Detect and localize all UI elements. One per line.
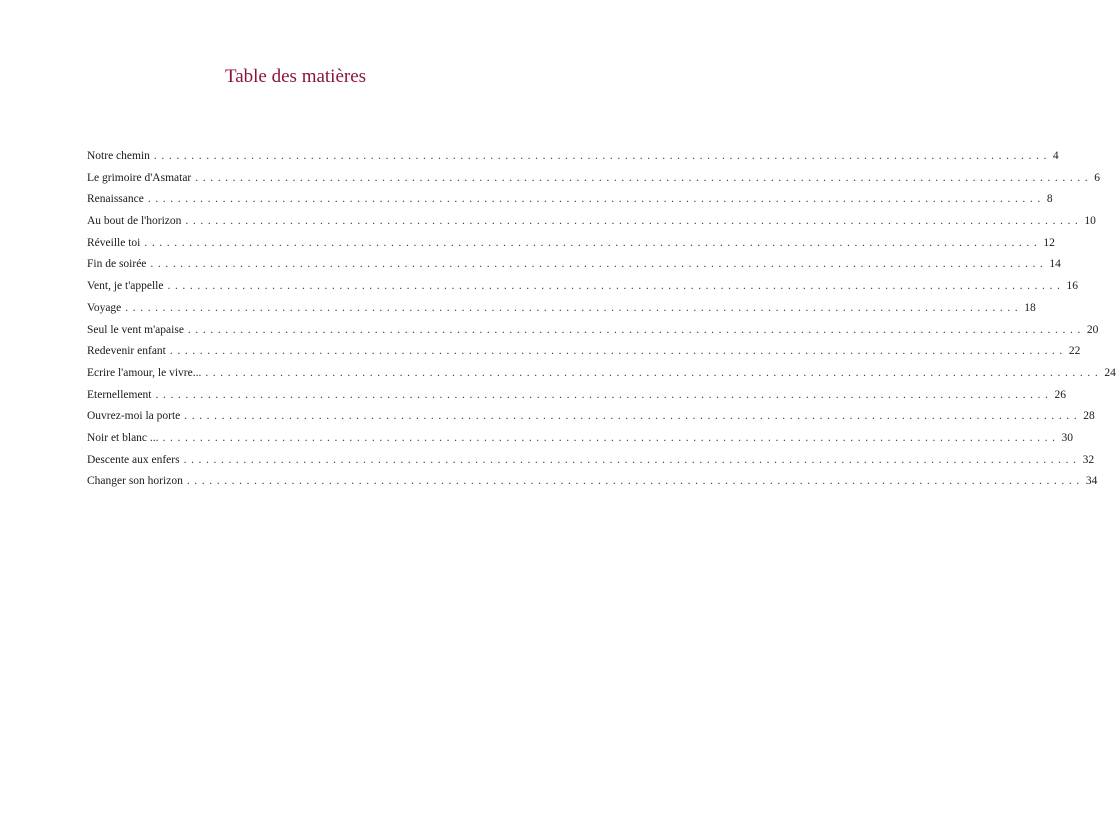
toc-entry[interactable] xyxy=(87,254,1061,276)
toc-entry-title: Fin de soirée xyxy=(87,258,147,271)
toc-page-number: 4 xyxy=(1052,150,1059,162)
toc-page-number: 30 xyxy=(1061,431,1074,444)
toc-entry[interactable] xyxy=(87,406,1095,428)
toc-entry[interactable] xyxy=(87,189,1053,211)
toc-page-number: 34 xyxy=(1085,475,1098,488)
toc-page-number: 28 xyxy=(1083,410,1095,423)
toc-entry-title: Ecrire l'amour, le vivre... xyxy=(87,366,202,379)
toc-entry[interactable] xyxy=(87,428,1074,450)
dot-leader: ........................................................................................................................ xyxy=(150,258,1048,271)
dot-leader: ........................................................................................................................ xyxy=(147,193,1045,206)
toc-entry-title: Voyage xyxy=(87,301,122,314)
dot-leader: ........................................................................................................................ xyxy=(153,150,1051,162)
toc-page-number: 18 xyxy=(1024,301,1036,314)
toc-entry[interactable] xyxy=(87,146,1059,168)
dot-leader: ........................................................................................................................ xyxy=(162,431,1060,444)
dot-leader: ........................................................................................................................ xyxy=(187,323,1085,336)
toc-entry[interactable] xyxy=(87,385,1066,407)
toc-entry-title: Vent, je t'appelle xyxy=(87,280,164,293)
toc-entry-title: Noir et blanc ... xyxy=(87,431,159,444)
dot-leader: ........................................................................................................................ xyxy=(144,236,1042,249)
toc-page-number: 26 xyxy=(1054,388,1066,401)
toc-page-number: 10 xyxy=(1084,215,1096,228)
dot-leader: ........................................................................................................................ xyxy=(125,301,1023,314)
toc-entry-title: Descente aux enfers xyxy=(87,453,180,466)
toc-page-number: 8 xyxy=(1046,193,1053,206)
toc-entry-title: Réveille toi xyxy=(87,236,141,249)
dot-leader: ........................................................................................................................ xyxy=(205,366,1103,379)
dot-leader: ........................................................................................................................ xyxy=(184,410,1082,423)
dot-leader: ........................................................................................................................ xyxy=(169,345,1067,358)
dot-leader: ........................................................................................................................ xyxy=(195,171,1093,184)
toc-page-number: 12 xyxy=(1043,236,1055,249)
toc-page-number: 20 xyxy=(1086,323,1099,336)
toc-entry[interactable] xyxy=(87,168,1101,190)
toc-entry-title: Le grimoire d'Asmatar xyxy=(87,171,192,184)
toc-entry-title: Ouvrez-moi la porte xyxy=(87,410,181,423)
toc-entry-title: Renaissance xyxy=(87,193,144,206)
toc-entry[interactable] xyxy=(87,363,1116,385)
toc-entry[interactable] xyxy=(87,320,1099,342)
toc-entry-title: Changer son horizon xyxy=(87,475,183,488)
toc-page-number: 24 xyxy=(1104,366,1116,379)
toc-entry[interactable] xyxy=(87,211,1096,233)
dot-leader: ........................................................................................................................ xyxy=(186,475,1084,488)
dot-leader: ........................................................................................................................ xyxy=(167,280,1065,293)
toc-entry-title: Redevenir enfant xyxy=(87,345,166,358)
toc-entry[interactable] xyxy=(87,341,1081,363)
toc-entry-title: Au bout de l'horizon xyxy=(87,215,182,228)
page-title: Table des matières xyxy=(224,66,367,87)
dot-leader: ........................................................................................................................ xyxy=(183,453,1081,466)
dot-leader: ........................................................................................................................ xyxy=(155,388,1053,401)
toc-entry[interactable] xyxy=(87,233,1055,255)
toc-entry[interactable] xyxy=(87,298,1036,320)
toc-entry-title: Notre chemin xyxy=(87,150,150,162)
toc-page-number: 6 xyxy=(1094,171,1101,184)
toc-page-number: 32 xyxy=(1082,453,1095,466)
toc-page-number: 16 xyxy=(1066,280,1078,293)
toc-entry[interactable] xyxy=(87,276,1078,298)
toc-page-number: 22 xyxy=(1068,345,1081,358)
table-of-contents xyxy=(87,146,1116,493)
toc-entry-title: Eternellement xyxy=(87,388,152,401)
toc-entry-title: Seul le vent m'apaise xyxy=(87,323,184,336)
toc-page-number: 14 xyxy=(1049,258,1061,271)
dot-leader: ........................................................................................................................ xyxy=(185,215,1083,228)
toc-entry[interactable] xyxy=(87,450,1095,472)
toc-entry[interactable] xyxy=(87,471,1098,493)
